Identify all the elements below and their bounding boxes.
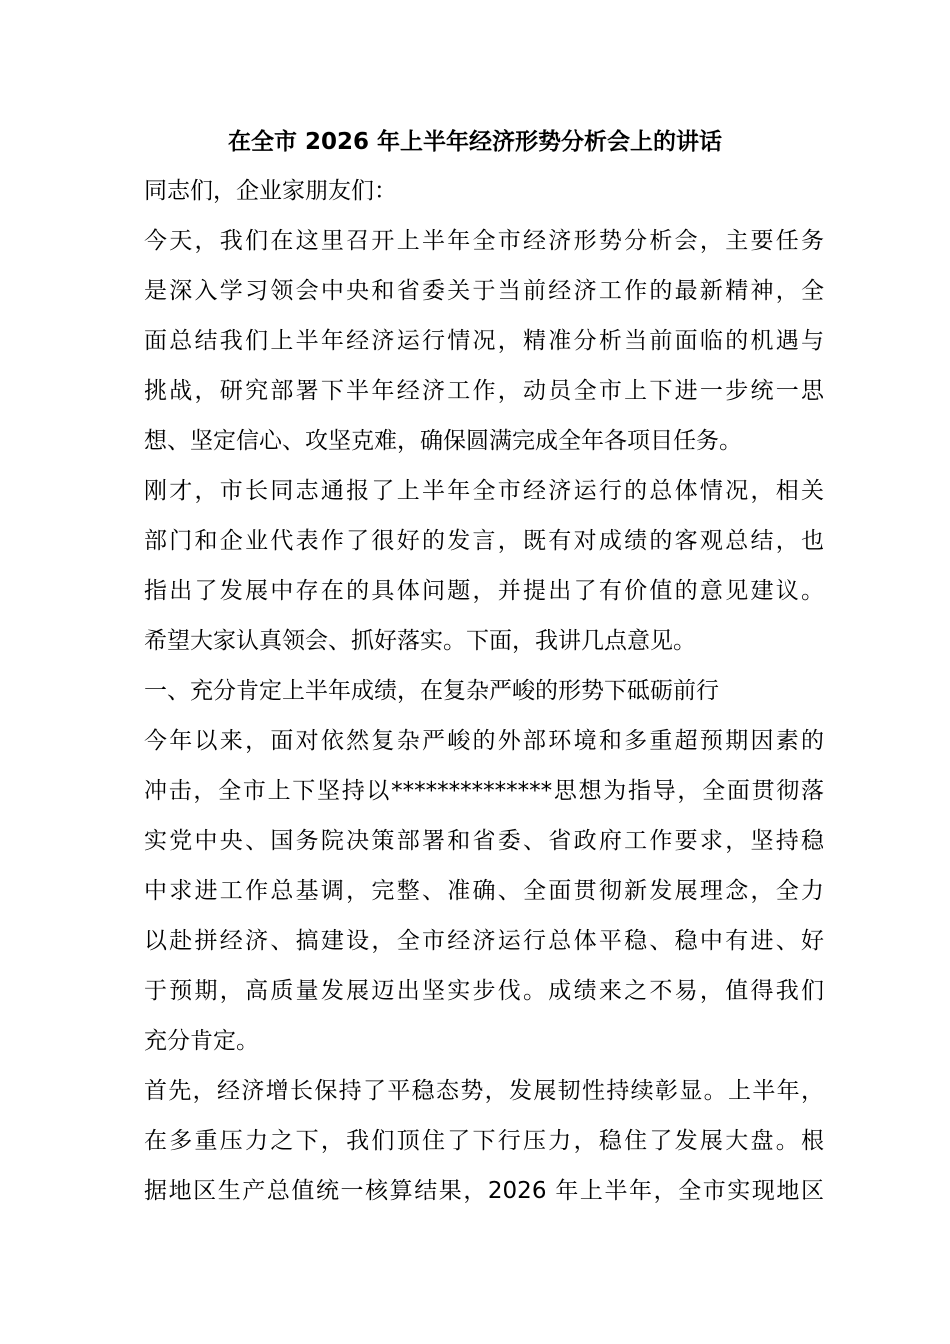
paragraph-line: 中求进工作总基调，完整、准确、全面贯彻新发展理念，全力	[144, 878, 824, 904]
paragraph-line: 以赴拼经济、搞建设，全市经济运行总体平稳、稳中有进、好	[144, 928, 824, 954]
paragraph-line: 部门和企业代表作了很好的发言，既有对成绩的客观总结，也	[144, 528, 824, 554]
paragraph-line: 充分肯定。	[144, 1028, 259, 1054]
paragraph-line: 是深入学习领会中央和省委关于当前经济工作的最新精神，全	[144, 278, 824, 304]
paragraph-line: 刚才，市长同志通报了上半年全市经济运行的总体情况，相关	[144, 478, 824, 504]
paragraph-line: 首先，经济增长保持了平稳态势，发展韧性持续彰显。上半年，	[144, 1078, 824, 1104]
paragraph-line: 今天，我们在这里召开上半年全市经济形势分析会，主要任务	[144, 228, 824, 254]
paragraph-line: 指出了发展中存在的具体问题，并提出了有价值的意见建议。	[144, 578, 824, 604]
paragraph-line: 在多重压力之下，我们顶住了下行压力，稳住了发展大盘。根	[144, 1128, 824, 1154]
paragraph-line: 挑战，研究部署下半年经济工作，动员全市上下进一步统一思	[144, 378, 824, 404]
paragraph-line: 据地区生产总值统一核算结果，2026 年上半年，全市实现地区	[144, 1178, 824, 1204]
paragraph-line: 今年以来，面对依然复杂严峻的外部环境和多重超预期因素的	[144, 728, 824, 754]
document-body	[144, 166, 824, 1216]
salutation-line: 同志们，企业家朋友们：	[144, 178, 397, 204]
paragraph-line: 于预期，高质量发展迈出坚实步伐。成绩来之不易，值得我们	[144, 978, 824, 1004]
document-title: 在全市 2026 年上半年经济形势分析会上的讲话	[227, 129, 723, 155]
section-heading: 一、充分肯定上半年成绩，在复杂严峻的形势下砥砺前行	[144, 678, 719, 704]
paragraph-line: 面总结我们上半年经济运行情况，精准分析当前面临的机遇与	[144, 328, 824, 354]
paragraph-line: 想、坚定信心、攻坚克难，确保圆满完成全年各项目任务。	[144, 428, 742, 454]
paragraph-line: 冲击，全市上下坚持以**************思想为指导，全面贯彻落	[144, 778, 824, 804]
paragraph-line: 实党中央、国务院决策部署和省委、省政府工作要求，坚持稳	[144, 828, 824, 854]
paragraph-line: 希望大家认真领会、抓好落实。下面，我讲几点意见。	[144, 628, 696, 654]
